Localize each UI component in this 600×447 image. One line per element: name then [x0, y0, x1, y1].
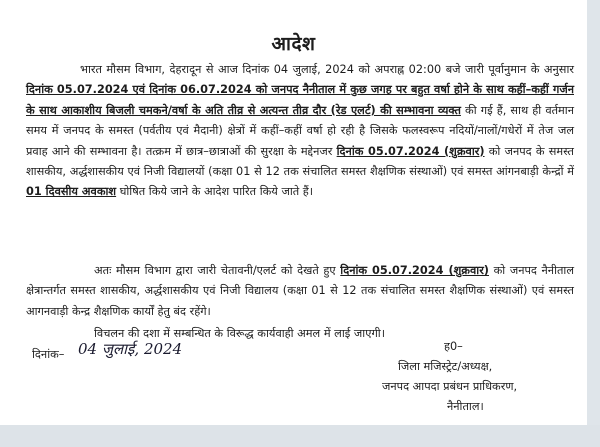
signature-office: जनपद आपदा प्रबंधन प्राधिकरण, [382, 380, 518, 393]
forecast-middle: की गई हैं, साथ ही वर्तमान समय में जनपद के समस्त (पर्वतीय एवं मैदानी) क्षेत्रों में कहीं–कहीं वर्षा हो रही है जिसके फलस्वरूप नदियों/नालों/गधेरों में तेज जल प्रवाह आने की सम्भावना है। तत्क्रम में छात्र–छात्राओं की सुरक्षा के मद्देनजर [26, 103, 574, 158]
forecast-lead: भारत मौसम विभाग, देहरादून से आज दिनांक 04 जुलाई, 2024 को अपराह्न 02:00 बजे जारी पूर्वानुमान के अनुसार [80, 63, 574, 76]
closure-tail: को जनपद नैनीताल क्षेत्रान्तर्गत समस्त शासकीय, अर्द्धशासकीय एवं निजी विद्यालय (कक्षा 01 से 12 तक संचालित समस्त शैक्षणिक संस्थाओं) एवं समस्त आगनवाड़ी केन्द्र शैक्षणिक कार्यों हेतु बंद रहेंगे। [26, 264, 575, 318]
signature-designation: जिला मजिस्ट्रेट/अध्यक्ष, [398, 360, 493, 373]
paragraph-forecast [26, 60, 574, 203]
red-alert-text: दिनांक 05.07.2024 एवं दिनांक 06.07.2024 को जनपद नैनीताल में कुछ जगह पर बहुत वर्षा होने के साथ कहीं–कहीं गर्जन के साथ आकाशीय बिजली चमकने/वर्षा के अति तीव्र से अत्यन्त तीव्र दौर (रेड एलर्ट) की सम्भावना व्यक्त [26, 83, 574, 117]
holiday-date: दिनांक 05.07.2024 (शुक्रवार) [336, 144, 485, 158]
date-label: दिनांक– [32, 348, 65, 361]
closure-lead: अतः मौसम विभाग द्वारा जारी चेतावनी/एलर्ट को देखते हुए [94, 264, 341, 277]
page-edge-shadow [587, 0, 600, 425]
signature-initial: ह0– [444, 340, 463, 353]
handwritten-date: 04 जुलाई, 2024 [78, 340, 183, 358]
forecast-middle2: को जनपद के समस्त शासकीय, अर्द्धशासकीय एवं निजी विद्यालयों (कक्षा 01 से 12 तक संचालित समस्त शैक्षणिक संस्थाओं) एवं समस्त आंगनबाड़ी केन्द्रों में [26, 144, 574, 179]
forecast-tail: घोषित किये जाने के आदेश पारित किये जाते हैं। [116, 185, 314, 199]
closure-date: दिनांक 05.07.2024 (शुक्रवार) [340, 264, 489, 277]
paragraph-penalty: विचलन की दशा में सम्बन्धित के विरूद्ध कार्यवाही अमल में लाई जाएगी। [94, 327, 386, 340]
page-bottom-shadow [0, 425, 600, 447]
signature-place: नैनीताल। [447, 400, 484, 413]
holiday-duration: 01 दिवसीय अवकाश [26, 185, 117, 199]
paragraph-closure [26, 261, 574, 322]
page-title: आदेश [271, 33, 316, 55]
